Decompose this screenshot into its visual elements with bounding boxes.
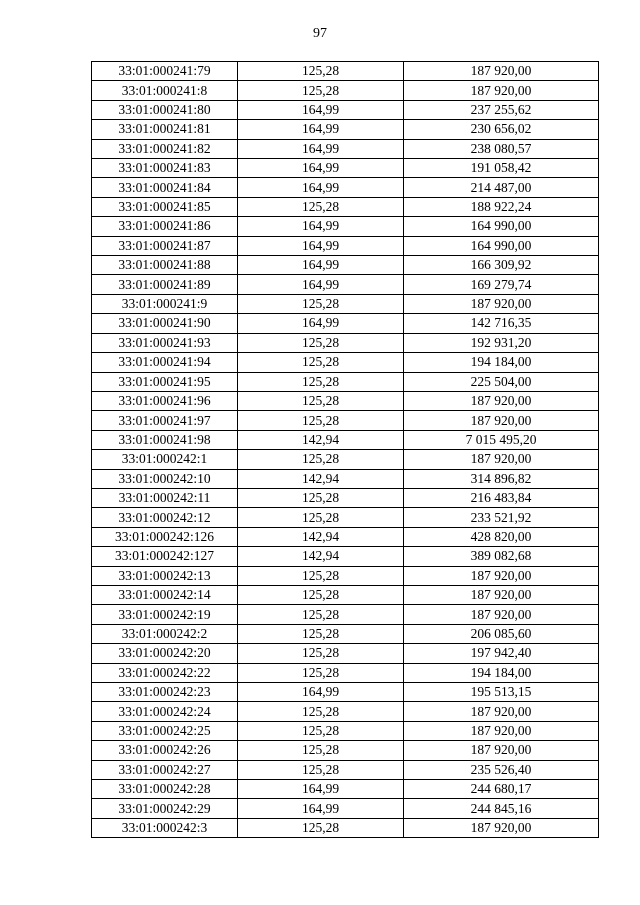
cadastral-value-cell: 187 920,00 — [404, 450, 599, 469]
cadastral-number-cell: 33:01:000242:23 — [92, 683, 238, 702]
cadastral-value-cell: 187 920,00 — [404, 411, 599, 430]
cadastral-number-cell: 33:01:000242:28 — [92, 780, 238, 799]
cadastral-value-cell: 187 920,00 — [404, 566, 599, 585]
area-cell: 164,99 — [238, 100, 404, 119]
table-row — [92, 644, 599, 663]
cadastral-number-cell: 33:01:000242:22 — [92, 663, 238, 682]
cadastral-number-cell: 33:01:000241:81 — [92, 120, 238, 139]
cadastral-number-cell: 33:01:000242:29 — [92, 799, 238, 818]
area-cell: 125,28 — [238, 353, 404, 372]
table-row — [92, 760, 599, 779]
table-row — [92, 333, 599, 352]
table-row — [92, 585, 599, 604]
cadastral-number-cell: 33:01:000242:20 — [92, 644, 238, 663]
area-cell: 125,28 — [238, 624, 404, 643]
cadastral-value-cell: 191 058,42 — [404, 159, 599, 178]
table-row — [92, 430, 599, 449]
cadastral-value-cell: 187 920,00 — [404, 605, 599, 624]
cadastral-number-cell: 33:01:000241:89 — [92, 275, 238, 294]
table-row — [92, 372, 599, 391]
cadastral-number-cell: 33:01:000242:26 — [92, 741, 238, 760]
cadastral-number-cell: 33:01:000242:1 — [92, 450, 238, 469]
area-cell: 164,99 — [238, 217, 404, 236]
table-row — [92, 294, 599, 313]
area-cell: 164,99 — [238, 780, 404, 799]
cadastral-value-cell: 187 920,00 — [404, 294, 599, 313]
cadastral-value-cell: 192 931,20 — [404, 333, 599, 352]
area-cell: 125,28 — [238, 197, 404, 216]
area-cell: 125,28 — [238, 391, 404, 410]
cadastral-number-cell: 33:01:000241:85 — [92, 197, 238, 216]
table-row — [92, 683, 599, 702]
page-number: 97 — [313, 26, 327, 41]
cadastral-value-cell: 216 483,84 — [404, 488, 599, 507]
table-row — [92, 391, 599, 410]
area-cell: 125,28 — [238, 741, 404, 760]
area-cell: 125,28 — [238, 62, 404, 81]
cadastral-value-cell: 194 184,00 — [404, 353, 599, 372]
cadastral-value-cell: 235 526,40 — [404, 760, 599, 779]
cadastral-number-cell: 33:01:000241:96 — [92, 391, 238, 410]
cadastral-value-cell: 244 680,17 — [404, 780, 599, 799]
area-cell: 164,99 — [238, 236, 404, 255]
area-cell: 125,28 — [238, 644, 404, 663]
cadastral-value-cell: 230 656,02 — [404, 120, 599, 139]
table-row — [92, 566, 599, 585]
cadastral-value-cell: 214 487,00 — [404, 178, 599, 197]
cadastral-number-cell: 33:01:000241:82 — [92, 139, 238, 158]
cadastral-number-cell: 33:01:000242:25 — [92, 721, 238, 740]
cadastral-value-cell: 238 080,57 — [404, 139, 599, 158]
cadastral-number-cell: 33:01:000241:98 — [92, 430, 238, 449]
cadastral-value-cell: 187 920,00 — [404, 702, 599, 721]
table-row — [92, 605, 599, 624]
cadastral-value-cell: 166 309,92 — [404, 256, 599, 275]
area-cell: 125,28 — [238, 333, 404, 352]
cadastral-number-cell: 33:01:000242:27 — [92, 760, 238, 779]
area-cell: 164,99 — [238, 139, 404, 158]
table-row — [92, 159, 599, 178]
cadastral-number-cell: 33:01:000241:83 — [92, 159, 238, 178]
cadastral-value-cell: 195 513,15 — [404, 683, 599, 702]
cadastral-number-cell: 33:01:000241:94 — [92, 353, 238, 372]
area-cell: 125,28 — [238, 702, 404, 721]
area-cell: 164,99 — [238, 314, 404, 333]
table-row — [92, 314, 599, 333]
cadastral-value-cell: 428 820,00 — [404, 527, 599, 546]
table-row — [92, 450, 599, 469]
table-row — [92, 81, 599, 100]
cadastral-value-cell: 194 184,00 — [404, 663, 599, 682]
area-cell: 164,99 — [238, 159, 404, 178]
area-cell: 142,94 — [238, 469, 404, 488]
cadastral-value-cell: 187 920,00 — [404, 818, 599, 837]
table-row — [92, 100, 599, 119]
cadastral-number-cell: 33:01:000241:93 — [92, 333, 238, 352]
cadastral-number-cell: 33:01:000242:10 — [92, 469, 238, 488]
cadastral-number-cell: 33:01:000242:126 — [92, 527, 238, 546]
area-cell: 125,28 — [238, 450, 404, 469]
cadastral-value-cell: 187 920,00 — [404, 721, 599, 740]
table-row — [92, 469, 599, 488]
cadastral-value-cell: 187 920,00 — [404, 62, 599, 81]
cadastral-value-cell: 164 990,00 — [404, 236, 599, 255]
cadastral-value-cell: 188 922,24 — [404, 197, 599, 216]
table-row — [92, 62, 599, 81]
area-cell: 125,28 — [238, 508, 404, 527]
area-cell: 142,94 — [238, 527, 404, 546]
cadastral-value-table — [91, 61, 599, 838]
area-cell: 125,28 — [238, 488, 404, 507]
cadastral-number-cell: 33:01:000242:13 — [92, 566, 238, 585]
cadastral-number-cell: 33:01:000241:80 — [92, 100, 238, 119]
table-row — [92, 721, 599, 740]
area-cell: 125,28 — [238, 760, 404, 779]
area-cell: 164,99 — [238, 256, 404, 275]
area-cell: 164,99 — [238, 683, 404, 702]
table-row — [92, 799, 599, 818]
table-row — [92, 275, 599, 294]
cadastral-number-cell: 33:01:000241:84 — [92, 178, 238, 197]
table-row — [92, 120, 599, 139]
cadastral-value-cell: 187 920,00 — [404, 391, 599, 410]
table-row — [92, 663, 599, 682]
area-cell: 164,99 — [238, 275, 404, 294]
table-row — [92, 139, 599, 158]
table-row — [92, 217, 599, 236]
cadastral-value-cell: 225 504,00 — [404, 372, 599, 391]
table-row — [92, 411, 599, 430]
cadastral-value-cell: 206 085,60 — [404, 624, 599, 643]
cadastral-number-cell: 33:01:000242:12 — [92, 508, 238, 527]
table-row — [92, 624, 599, 643]
area-cell: 125,28 — [238, 818, 404, 837]
table-row — [92, 256, 599, 275]
cadastral-number-cell: 33:01:000241:8 — [92, 81, 238, 100]
cadastral-value-cell: 237 255,62 — [404, 100, 599, 119]
area-cell: 164,99 — [238, 178, 404, 197]
cadastral-value-cell: 142 716,35 — [404, 314, 599, 333]
area-cell: 125,28 — [238, 372, 404, 391]
cadastral-number-cell: 33:01:000242:24 — [92, 702, 238, 721]
cadastral-number-cell: 33:01:000241:95 — [92, 372, 238, 391]
area-cell: 164,99 — [238, 799, 404, 818]
table-row — [92, 818, 599, 837]
area-cell: 125,28 — [238, 663, 404, 682]
cadastral-number-cell: 33:01:000242:2 — [92, 624, 238, 643]
area-cell: 125,28 — [238, 566, 404, 585]
area-cell: 125,28 — [238, 721, 404, 740]
cadastral-value-cell: 244 845,16 — [404, 799, 599, 818]
area-cell: 164,99 — [238, 120, 404, 139]
cadastral-value-cell: 164 990,00 — [404, 217, 599, 236]
cadastral-number-cell: 33:01:000242:14 — [92, 585, 238, 604]
cadastral-number-cell: 33:01:000241:97 — [92, 411, 238, 430]
cadastral-value-cell: 314 896,82 — [404, 469, 599, 488]
table-row — [92, 547, 599, 566]
cadastral-value-cell: 233 521,92 — [404, 508, 599, 527]
table-row — [92, 780, 599, 799]
cadastral-number-cell: 33:01:000241:90 — [92, 314, 238, 333]
table-row — [92, 702, 599, 721]
area-cell: 125,28 — [238, 411, 404, 430]
cadastral-number-cell: 33:01:000242:11 — [92, 488, 238, 507]
cadastral-number-cell: 33:01:000241:88 — [92, 256, 238, 275]
table-row — [92, 508, 599, 527]
table-row — [92, 236, 599, 255]
cadastral-value-cell: 389 082,68 — [404, 547, 599, 566]
table-row — [92, 488, 599, 507]
cadastral-value-cell: 169 279,74 — [404, 275, 599, 294]
cadastral-value-cell: 187 920,00 — [404, 81, 599, 100]
table-row — [92, 741, 599, 760]
area-cell: 142,94 — [238, 430, 404, 449]
area-cell: 125,28 — [238, 605, 404, 624]
cadastral-value-cell: 7 015 495,20 — [404, 430, 599, 449]
table-row — [92, 353, 599, 372]
table-row — [92, 197, 599, 216]
cadastral-number-cell: 33:01:000241:87 — [92, 236, 238, 255]
area-cell: 125,28 — [238, 294, 404, 313]
cadastral-number-cell: 33:01:000241:79 — [92, 62, 238, 81]
cadastral-number-cell: 33:01:000241:86 — [92, 217, 238, 236]
area-cell: 125,28 — [238, 585, 404, 604]
cadastral-number-cell: 33:01:000242:3 — [92, 818, 238, 837]
cadastral-number-cell: 33:01:000241:9 — [92, 294, 238, 313]
cadastral-value-cell: 197 942,40 — [404, 644, 599, 663]
table-row — [92, 527, 599, 546]
cadastral-value-cell: 187 920,00 — [404, 741, 599, 760]
table-body — [92, 62, 599, 838]
cadastral-number-cell: 33:01:000242:127 — [92, 547, 238, 566]
area-cell: 125,28 — [238, 81, 404, 100]
area-cell: 142,94 — [238, 547, 404, 566]
cadastral-number-cell: 33:01:000242:19 — [92, 605, 238, 624]
table-row — [92, 178, 599, 197]
cadastral-value-cell: 187 920,00 — [404, 585, 599, 604]
